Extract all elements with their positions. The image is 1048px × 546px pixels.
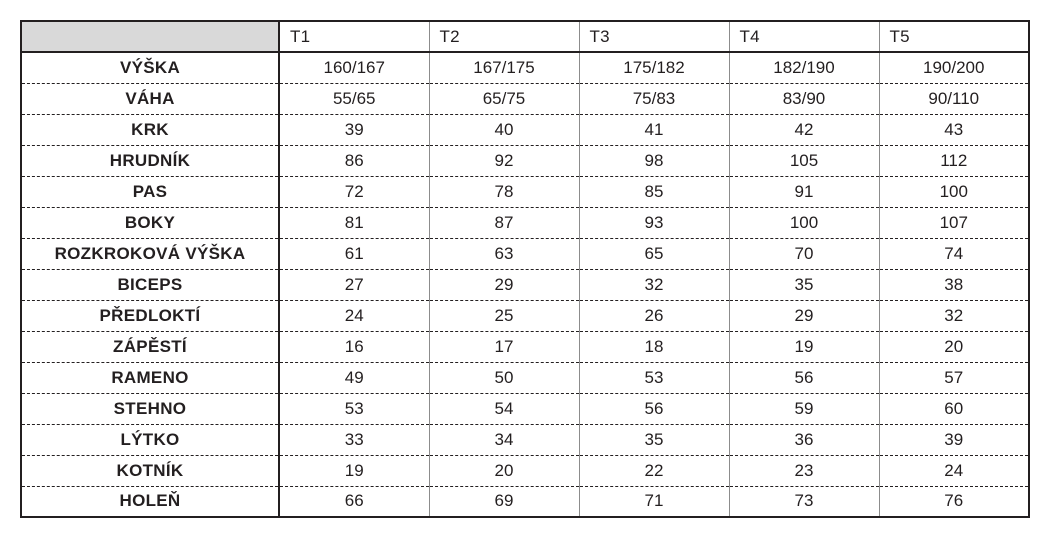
column-header-t3: T3 bbox=[579, 21, 729, 52]
row-label: KRK bbox=[21, 114, 279, 145]
cell: 39 bbox=[279, 114, 429, 145]
cell: 32 bbox=[579, 269, 729, 300]
size-chart-table bbox=[20, 20, 1030, 518]
cell: 70 bbox=[729, 238, 879, 269]
column-header-t2: T2 bbox=[429, 21, 579, 52]
cell: 160/167 bbox=[279, 52, 429, 83]
table-row bbox=[21, 238, 1029, 269]
cell: 72 bbox=[279, 176, 429, 207]
row-label: ZÁPĚSTÍ bbox=[21, 331, 279, 362]
cell: 26 bbox=[579, 300, 729, 331]
cell: 91 bbox=[729, 176, 879, 207]
table-row bbox=[21, 362, 1029, 393]
row-label: VÝŠKA bbox=[21, 52, 279, 83]
table-row bbox=[21, 393, 1029, 424]
cell: 59 bbox=[729, 393, 879, 424]
table-row bbox=[21, 300, 1029, 331]
row-label: PAS bbox=[21, 176, 279, 207]
cell: 175/182 bbox=[579, 52, 729, 83]
cell: 54 bbox=[429, 393, 579, 424]
cell: 107 bbox=[879, 207, 1029, 238]
cell: 49 bbox=[279, 362, 429, 393]
cell: 76 bbox=[944, 491, 964, 511]
cell: 98 bbox=[579, 145, 729, 176]
cell: 40 bbox=[429, 114, 579, 145]
row-label: HOLEŇ bbox=[21, 486, 279, 517]
cell: 73 bbox=[729, 486, 879, 517]
cell: 35 bbox=[729, 269, 879, 300]
cell: 75/83 bbox=[579, 83, 729, 114]
cell: 105 bbox=[729, 145, 879, 176]
cell: 53 bbox=[579, 362, 729, 393]
cell: 24 bbox=[879, 455, 1029, 486]
cell: 50 bbox=[429, 362, 579, 393]
row-label: BICEPS bbox=[21, 269, 279, 300]
cell: 81 bbox=[279, 207, 429, 238]
column-header-t1: T1 bbox=[279, 21, 429, 52]
cell: 90/110 bbox=[879, 83, 1029, 114]
table-row bbox=[21, 52, 1029, 83]
cell: 65/75 bbox=[429, 83, 579, 114]
table-corner-cell bbox=[21, 21, 279, 52]
cell: 39 bbox=[879, 424, 1029, 455]
cell: 19 bbox=[729, 331, 879, 362]
cell: 83/90 bbox=[729, 83, 879, 114]
cell: 42 bbox=[729, 114, 879, 145]
cell: 16 bbox=[279, 331, 429, 362]
cell: 22 bbox=[579, 455, 729, 486]
table-row bbox=[21, 455, 1029, 486]
cell: 53 bbox=[279, 393, 429, 424]
row-label: BOKY bbox=[21, 207, 279, 238]
cell: 86 bbox=[279, 145, 429, 176]
cell: 92 bbox=[429, 145, 579, 176]
cell: 55/65 bbox=[279, 83, 429, 114]
table-body bbox=[21, 52, 1029, 517]
cell: 25 bbox=[429, 300, 579, 331]
table-row bbox=[21, 145, 1029, 176]
cell: 20 bbox=[879, 331, 1029, 362]
cell: 41 bbox=[579, 114, 729, 145]
row-label: LÝTKO bbox=[21, 424, 279, 455]
table-row bbox=[21, 114, 1029, 145]
table-head bbox=[21, 21, 1029, 52]
table-row bbox=[21, 486, 1029, 517]
cell: 32 bbox=[879, 300, 1029, 331]
cell: 60 bbox=[879, 393, 1029, 424]
cell: 61 bbox=[279, 238, 429, 269]
cell: 43 bbox=[879, 114, 1029, 145]
column-header-t4: T4 bbox=[729, 21, 879, 52]
cell: 23 bbox=[729, 455, 879, 486]
cell: 112 bbox=[879, 145, 1029, 176]
header-row bbox=[21, 21, 1029, 52]
table-row bbox=[21, 83, 1029, 114]
table-row bbox=[21, 269, 1029, 300]
row-label: HRUDNÍK bbox=[21, 145, 279, 176]
cell: 100 bbox=[729, 207, 879, 238]
column-header-t5: T5 bbox=[879, 21, 1029, 52]
cell: 27 bbox=[279, 269, 429, 300]
cell: 29 bbox=[729, 300, 879, 331]
cell: 65 bbox=[579, 238, 729, 269]
row-label: ROZKROKOVÁ VÝŠKA bbox=[21, 238, 279, 269]
cell: 17 bbox=[429, 331, 579, 362]
cell: 69 bbox=[429, 486, 579, 517]
cell: 71 bbox=[579, 486, 729, 517]
cell: 24 bbox=[279, 300, 429, 331]
cell: 63 bbox=[429, 238, 579, 269]
table-row bbox=[21, 207, 1029, 238]
cell: 18 bbox=[579, 331, 729, 362]
cell: 33 bbox=[279, 424, 429, 455]
row-label: STEHNO bbox=[21, 393, 279, 424]
row-label: PŘEDLOKTÍ bbox=[21, 300, 279, 331]
cell: 29 bbox=[429, 269, 579, 300]
cell: 66 bbox=[279, 486, 429, 517]
cell: 78 bbox=[429, 176, 579, 207]
cell: 35 bbox=[579, 424, 729, 455]
cell: 56 bbox=[729, 362, 879, 393]
row-label: KOTNÍK bbox=[21, 455, 279, 486]
cell: 100 bbox=[879, 176, 1029, 207]
cell: 56 bbox=[579, 393, 729, 424]
cell: 190/200 bbox=[879, 52, 1029, 83]
cell: 87 bbox=[429, 207, 579, 238]
cell: 182/190 bbox=[729, 52, 879, 83]
table-row bbox=[21, 424, 1029, 455]
cell: 74 bbox=[879, 238, 1029, 269]
cell: 34 bbox=[429, 424, 579, 455]
cell: 19 bbox=[279, 455, 429, 486]
cell: 38 bbox=[879, 269, 1029, 300]
cell: 36 bbox=[729, 424, 879, 455]
cell: 93 bbox=[579, 207, 729, 238]
row-label: VÁHA bbox=[21, 83, 279, 114]
cell: 20 bbox=[429, 455, 579, 486]
cell: 85 bbox=[579, 176, 729, 207]
cell: 167/175 bbox=[429, 52, 579, 83]
table-row bbox=[21, 331, 1029, 362]
cell: 57 bbox=[879, 362, 1029, 393]
table-row bbox=[21, 176, 1029, 207]
row-label: RAMENO bbox=[21, 362, 279, 393]
